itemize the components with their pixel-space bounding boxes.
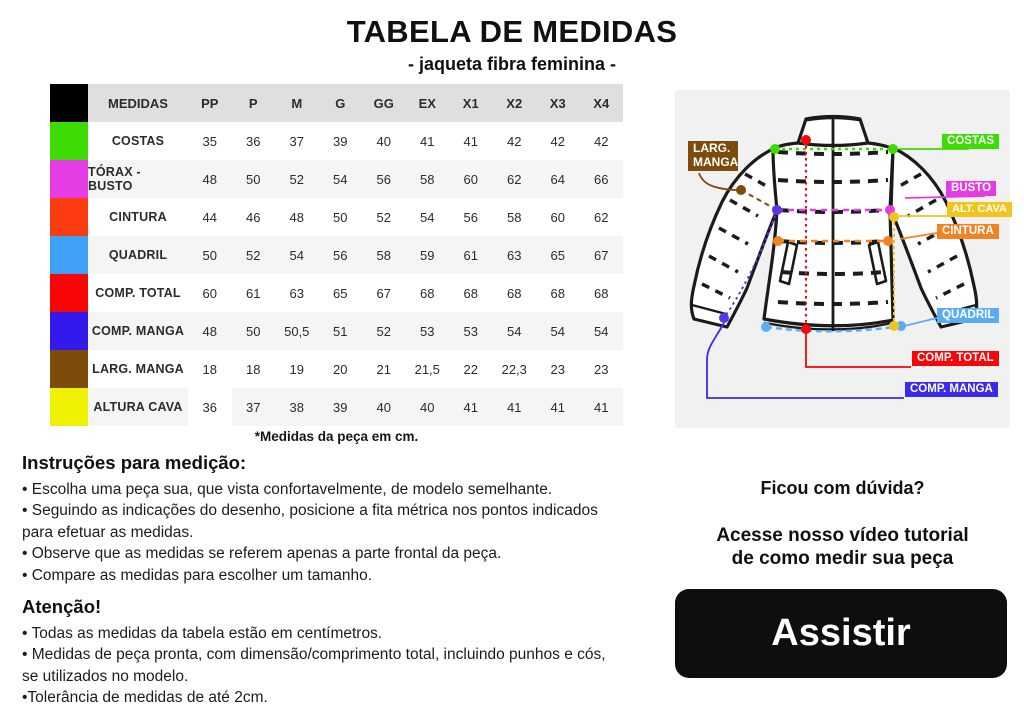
cell-value: 61 bbox=[449, 236, 493, 274]
column-header: X3 bbox=[536, 84, 580, 122]
row-label: COSTAS bbox=[88, 122, 188, 160]
size-table bbox=[50, 84, 623, 426]
row-swatch bbox=[50, 388, 88, 426]
cell-value: 65 bbox=[536, 236, 580, 274]
cell-value: 37 bbox=[232, 388, 276, 426]
cell-value: 63 bbox=[493, 236, 537, 274]
cell-value: 23 bbox=[536, 350, 580, 388]
cell-value: 41 bbox=[580, 388, 624, 426]
column-header: EX bbox=[406, 84, 450, 122]
cell-value: 50 bbox=[319, 198, 363, 236]
attention-title: Atenção! bbox=[22, 596, 102, 617]
cell-value: 35 bbox=[188, 122, 232, 160]
cell-value: 58 bbox=[362, 236, 406, 274]
page-subtitle: - jaqueta fibra feminina - bbox=[407, 54, 617, 74]
cell-value: 22 bbox=[449, 350, 493, 388]
column-header: X2 bbox=[493, 84, 537, 122]
row-swatch bbox=[50, 274, 88, 312]
cell-value: 18 bbox=[188, 350, 232, 388]
cell-value: 68 bbox=[406, 274, 450, 312]
cell-value: 52 bbox=[362, 198, 406, 236]
row-swatch bbox=[50, 122, 88, 160]
cell-value: 40 bbox=[362, 122, 406, 160]
cell-value: 22,3 bbox=[493, 350, 537, 388]
cell-value: 62 bbox=[580, 198, 624, 236]
cell-value: 58 bbox=[406, 160, 450, 198]
cell-value: 58 bbox=[493, 198, 537, 236]
attention-item: • Medidas de peça pronta, com dimensão/comprimento total, incluindo punhos e cós, se utilizados no modelo. bbox=[22, 646, 606, 685]
cell-value: 41 bbox=[406, 122, 450, 160]
instruction-item: • Observe que as medidas se referem apenas a parte frontal da peça. bbox=[22, 545, 502, 563]
cell-value: 64 bbox=[536, 160, 580, 198]
diagram-label-larg-manga: LARG. MANGA bbox=[688, 141, 738, 171]
cell-value: 54 bbox=[319, 160, 363, 198]
cell-value: 21 bbox=[362, 350, 406, 388]
cell-value: 36 bbox=[188, 388, 232, 426]
watch-button[interactable]: Assistir bbox=[675, 589, 1007, 678]
row-label: CINTURA bbox=[88, 198, 188, 236]
table-note: *Medidas da peça em cm. bbox=[254, 429, 419, 444]
cell-value: 41 bbox=[493, 388, 537, 426]
cell-value: 53 bbox=[406, 312, 450, 350]
cta-text-line2: de como medir sua peça bbox=[731, 548, 954, 570]
cell-value: 40 bbox=[362, 388, 406, 426]
column-header: PP bbox=[188, 84, 232, 122]
attention-section bbox=[22, 596, 622, 709]
diagram-label-alt-cava: ALT. CAVA bbox=[947, 202, 1012, 217]
cell-value: 42 bbox=[580, 122, 624, 160]
row-swatch bbox=[50, 236, 88, 274]
jacket-diagram-panel bbox=[675, 90, 1010, 428]
cell-value: 39 bbox=[319, 388, 363, 426]
diagram-label-comp-total: COMP. TOTAL bbox=[912, 351, 999, 366]
cta-text-line1: Acesse nosso vídeo tutorial bbox=[716, 525, 969, 546]
cell-value: 41 bbox=[536, 388, 580, 426]
cell-value: 59 bbox=[406, 236, 450, 274]
cell-value: 56 bbox=[449, 198, 493, 236]
cell-value: 48 bbox=[188, 160, 232, 198]
instruction-item: • Escolha uma peça sua, que vista confortavelmente, de modelo semelhante. bbox=[22, 481, 553, 498]
cell-value: 52 bbox=[275, 160, 319, 198]
cell-value: 68 bbox=[536, 274, 580, 312]
cell-value: 50 bbox=[232, 160, 276, 198]
diagram-label-quadril: QUADRIL bbox=[937, 308, 999, 323]
page-title: TABELA DE MEDIDAS bbox=[346, 14, 678, 49]
cell-value: 37 bbox=[275, 122, 319, 160]
cell-value: 54 bbox=[406, 198, 450, 236]
cell-value: 67 bbox=[580, 236, 624, 274]
cell-value: 40 bbox=[406, 388, 450, 426]
cell-value: 19 bbox=[275, 350, 319, 388]
cell-value: 42 bbox=[536, 122, 580, 160]
column-header: G bbox=[319, 84, 363, 122]
cell-value: 56 bbox=[362, 160, 406, 198]
row-label: TÓRAX - BUSTO bbox=[88, 160, 188, 198]
cell-value: 36 bbox=[232, 122, 276, 160]
cell-value: 42 bbox=[493, 122, 537, 160]
column-header: GG bbox=[362, 84, 406, 122]
cell-value: 52 bbox=[362, 312, 406, 350]
cell-value: 65 bbox=[319, 274, 363, 312]
cell-value: 46 bbox=[232, 198, 276, 236]
cta-question: Ficou com dúvida? bbox=[760, 478, 925, 498]
cell-value: 20 bbox=[319, 350, 363, 388]
row-label: ALTURA CAVA bbox=[88, 388, 188, 426]
cell-value: 50 bbox=[188, 236, 232, 274]
cell-value: 54 bbox=[275, 236, 319, 274]
cell-value: 54 bbox=[536, 312, 580, 350]
cell-value: 68 bbox=[580, 274, 624, 312]
row-label: COMP. TOTAL bbox=[88, 274, 188, 312]
instructions-section bbox=[22, 452, 622, 586]
instructions-title: Instruções para medição: bbox=[22, 452, 247, 473]
cell-value: 62 bbox=[493, 160, 537, 198]
header-swatch bbox=[50, 84, 88, 122]
row-swatch bbox=[50, 198, 88, 236]
cell-value: 66 bbox=[580, 160, 624, 198]
cell-value: 61 bbox=[232, 274, 276, 312]
cell-value: 44 bbox=[188, 198, 232, 236]
cell-value: 68 bbox=[449, 274, 493, 312]
cell-value: 51 bbox=[319, 312, 363, 350]
cell-value: 53 bbox=[449, 312, 493, 350]
cell-value: 60 bbox=[449, 160, 493, 198]
column-header: X4 bbox=[580, 84, 624, 122]
diagram-label-costas: COSTAS bbox=[942, 134, 999, 149]
cta-text bbox=[660, 524, 1024, 570]
cell-value: 18 bbox=[232, 350, 276, 388]
diagram-label-busto: BUSTO bbox=[946, 181, 996, 196]
row-swatch bbox=[50, 312, 88, 350]
cell-value: 21,5 bbox=[406, 350, 450, 388]
row-swatch bbox=[50, 350, 88, 388]
cell-value: 48 bbox=[275, 198, 319, 236]
cell-value: 54 bbox=[493, 312, 537, 350]
cell-value: 50,5 bbox=[275, 312, 319, 350]
row-label: COMP. MANGA bbox=[88, 312, 188, 350]
cell-value: 23 bbox=[580, 350, 624, 388]
diagram-label-comp-manga: COMP. MANGA bbox=[905, 382, 998, 397]
cell-value: 54 bbox=[580, 312, 624, 350]
cell-value: 60 bbox=[536, 198, 580, 236]
instruction-item: • Compare as medidas para escolher um tamanho. bbox=[22, 566, 373, 584]
column-header: M bbox=[275, 84, 319, 122]
cell-value: 39 bbox=[319, 122, 363, 160]
instruction-item: • Seguindo as indicações do desenho, posicione a fita métrica nos pontos indicados para efetuar as medidas. bbox=[22, 502, 598, 541]
cell-value: 63 bbox=[275, 274, 319, 312]
attention-item: •Tolerância de medidas de até 2cm. bbox=[22, 689, 268, 707]
cell-value: 56 bbox=[319, 236, 363, 274]
row-label: QUADRIL bbox=[88, 236, 188, 274]
cell-value: 60 bbox=[188, 274, 232, 312]
row-label: LARG. MANGA bbox=[88, 350, 188, 388]
column-header: MEDIDAS bbox=[88, 84, 188, 122]
cell-value: 41 bbox=[449, 388, 493, 426]
cell-value: 41 bbox=[449, 122, 493, 160]
row-swatch bbox=[50, 160, 88, 198]
column-header: X1 bbox=[449, 84, 493, 122]
cell-value: 67 bbox=[362, 274, 406, 312]
diagram-label-cintura: CINTURA bbox=[937, 224, 999, 239]
cell-value: 50 bbox=[232, 312, 276, 350]
cell-value: 38 bbox=[275, 388, 319, 426]
cell-value: 48 bbox=[188, 312, 232, 350]
attention-item: • Todas as medidas da tabela estão em centímetros. bbox=[22, 625, 383, 642]
cell-value: 52 bbox=[232, 236, 276, 274]
column-header: P bbox=[232, 84, 276, 122]
cell-value: 68 bbox=[493, 274, 537, 312]
